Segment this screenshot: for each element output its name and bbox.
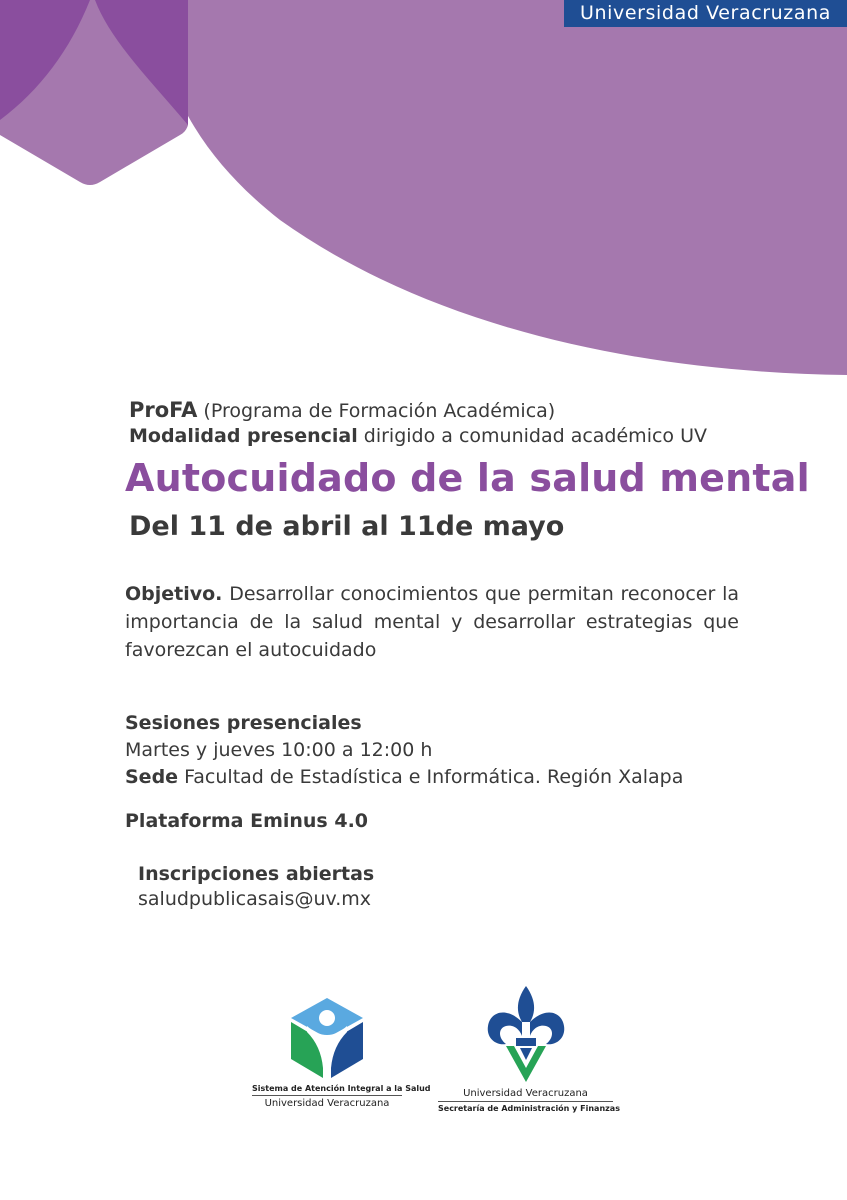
sessions-block xyxy=(125,710,683,791)
venue-label: Sede xyxy=(125,766,179,788)
sessions-heading: Sesiones presenciales xyxy=(125,712,362,734)
institution-header-label: Universidad Veracruzana xyxy=(564,0,847,27)
uv-caption-line1: Universidad Veracruzana xyxy=(463,1088,588,1099)
program-full-name: (Programa de Formación Académica) xyxy=(203,400,556,422)
sais-emblem-icon xyxy=(287,996,367,1080)
sais-logo xyxy=(252,996,431,1109)
registration-heading: Inscripciones abiertas xyxy=(138,863,375,885)
registration-email-link[interactable]: saludpublicasais@uv.mx xyxy=(138,888,372,910)
sessions-schedule: Martes y jueves 10:00 a 12:00 h xyxy=(125,739,433,761)
venue-line xyxy=(125,764,683,791)
program-acronym: ProFA xyxy=(129,398,198,422)
decorative-background-shapes xyxy=(0,0,847,420)
modality-text: dirigido a comunidad académico UV xyxy=(363,425,707,447)
uv-caption-line2: Secretaría de Administración y Finanzas xyxy=(438,1104,620,1113)
modality-line xyxy=(129,424,707,449)
sais-caption-divider xyxy=(252,1095,402,1096)
venue-text: Facultad de Estadística e Informática. Región Xalapa xyxy=(184,766,684,788)
modality-label: Modalidad presencial xyxy=(129,425,358,447)
course-dates: Del 11 de abril al 11de mayo xyxy=(129,511,565,542)
course-title: Autocuidado de la salud mental xyxy=(125,456,810,500)
program-intro xyxy=(129,398,707,449)
purple-arc-shape xyxy=(150,0,847,375)
registration-block xyxy=(138,862,374,912)
objective-label: Objetivo. xyxy=(125,583,223,605)
objective-paragraph xyxy=(125,580,739,664)
uv-logo xyxy=(438,986,620,1113)
uv-flor-de-lis-icon xyxy=(486,986,566,1084)
platform-label: Plataforma Eminus 4.0 xyxy=(125,810,369,832)
program-line xyxy=(129,398,707,424)
sais-caption-line1: Sistema de Atención Integral a la Salud xyxy=(252,1084,431,1093)
sais-caption-line2: Universidad Veracruzana xyxy=(264,1098,390,1109)
objective-text: Desarrollar conocimientos que permitan reconocer la importancia de la salud mental y desarrollar estrategias que favorezcan el autocuidado xyxy=(125,583,739,661)
uv-caption-divider xyxy=(438,1101,613,1102)
